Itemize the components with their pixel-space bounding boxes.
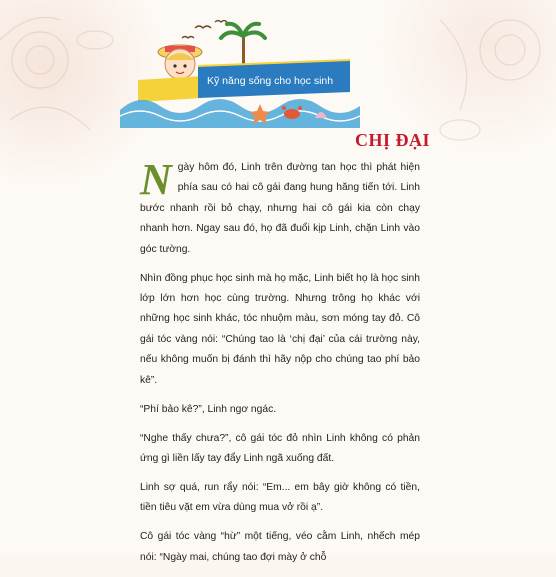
story-paragraph: Nhìn đồng phục học sinh mà họ mặc, Linh biết họ là học sinh lớp lớn hơn học cùng trường. Nhưng trông họ khác với những học sinh khác, tóc nhuộm màu, sơn móng tay đỏ. Cô gái tóc vàng nói: “Chúng tao là ‘chị đại’ của cái trường này, nếu không muốn bị đánh thì hãy nộp cho chúng tao phí bảo kê”.: [140, 272, 420, 386]
chapter-title: CHỊ ĐẠI: [355, 130, 431, 150]
flower-decoration-right: [420, 0, 556, 170]
birds-icon: [182, 21, 227, 39]
story-paragraph: [140, 155, 420, 260]
story-paragraph: “Phí bảo kê?”, Linh ngơ ngác.: [140, 403, 277, 415]
series-label: Kỹ năng sống cho học sinh: [207, 75, 334, 87]
story-paragraph: “Nghe thấy chưa?”, cô gái tóc đỏ nhìn Linh không có phản ứng gì liền lấy tay đẩy Linh ngã xuống đất.: [140, 432, 420, 465]
dropcap-letter: N: [140, 155, 172, 204]
story-paragraph: Cô gái tóc vàng “hừ” một tiếng, véo cằm Linh, nhếch mép nói: “Ngày mai, chúng tao đợi mày ở chỗ: [140, 531, 420, 563]
paragraph-1-text: gày hôm đó, Linh trên đường tan học thì phát hiện phía sau có hai cô gái đang hung hăng tiến tới. Linh bước nhanh rồi bỏ chạy, nhưng hai cô gái kia còn chạy nhanh hơn. Ngay sau đó, họ đã đuổi kịp Linh, chặn Linh vào góc tường.: [140, 162, 420, 255]
story-paragraph: Linh sợ quá, run rẩy nói: “Em... em bây giờ không có tiền, tiền tiêu vặt em vừa dùng mua vở rồi ạ”.: [140, 482, 420, 514]
story-text: [140, 155, 420, 577]
palm-tree-icon: [221, 24, 265, 66]
series-banner: [110, 18, 360, 128]
